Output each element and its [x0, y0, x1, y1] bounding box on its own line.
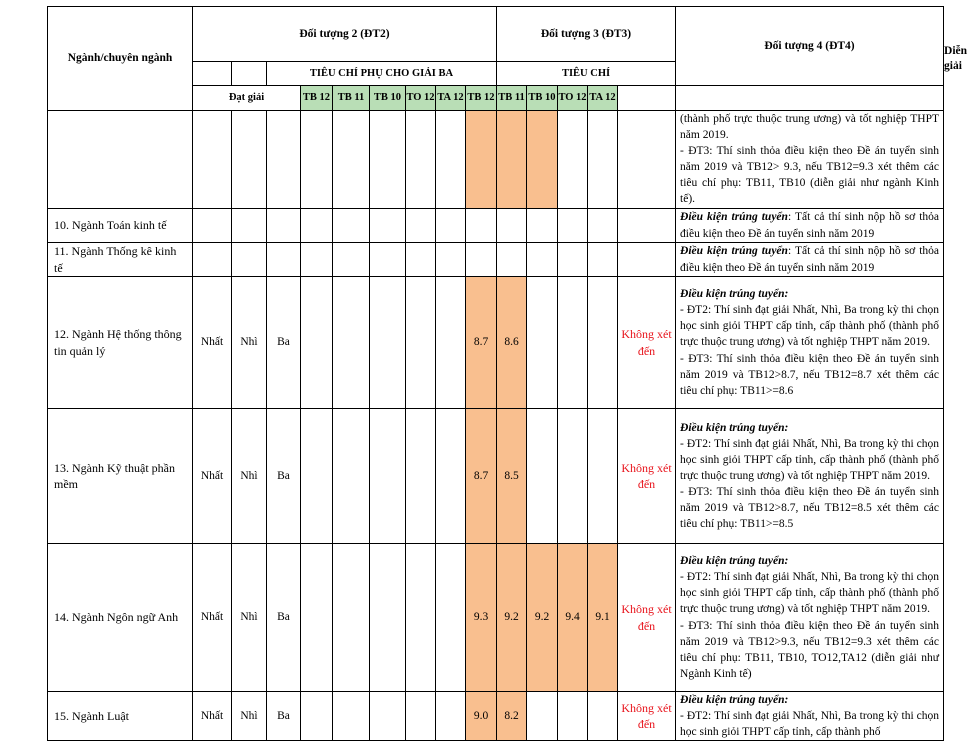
header-dt3-crit-ta12: TA 12 — [588, 86, 618, 111]
dt2-criteria-cell — [333, 544, 370, 692]
dt3-score-cell: 8.5 — [497, 409, 527, 544]
dt3-score-cell — [466, 209, 497, 243]
major-name: 10. Ngành Toán kinh tế — [48, 209, 193, 243]
dt2-criteria-cell — [301, 277, 333, 409]
dt2-criteria-cell — [406, 544, 436, 692]
description-cell — [676, 277, 944, 409]
header-blank — [193, 62, 232, 86]
award-cell: Ba — [267, 544, 301, 692]
header-crit-to12: TO 12 — [406, 86, 436, 111]
dt3-score-cell — [588, 209, 618, 243]
dt3-score-cell — [527, 692, 558, 741]
description-line: : Tất cả thí sinh nộp hồ sơ thỏa điều kiện theo Đề án tuyển sinh năm 2019 — [680, 211, 940, 240]
table-row — [48, 544, 944, 692]
description-title: Điều kiện trúng tuyển: — [680, 421, 789, 434]
description-line: - ĐT3: Thí sinh thỏa điều kiện theo Đề án tuyển sinh năm 2019 và TB12>8.7, nếu TB12=8.5 xét thêm các tiêu chí phụ: TB11>=8.5 — [680, 486, 940, 531]
dt2-criteria-cell — [301, 544, 333, 692]
dt2-criteria-cell — [333, 692, 370, 741]
description-title: Điều kiện trúng tuyển: — [680, 555, 789, 568]
major-name: 13. Ngành Kỹ thuật phần mềm — [48, 409, 193, 544]
description-cell — [676, 243, 944, 277]
dt2-criteria-cell — [436, 111, 466, 209]
dt3-score-cell: 8.6 — [497, 277, 527, 409]
dt3-score-cell — [466, 243, 497, 277]
dt4-cell: Không xét đến — [618, 409, 676, 544]
description-line: - ĐT2: Thí sinh đạt giải Nhất, Nhì, Ba trong kỳ thi chọn học sinh giỏi THPT cấp tỉnh, cấp thành phố — [680, 710, 940, 739]
header-dt3-crit-tb10: TB 10 — [527, 86, 558, 111]
award-cell — [193, 111, 232, 209]
header-dt3-crit-tb11: TB 11 — [497, 86, 527, 111]
header-dt3: Đối tượng 3 (ĐT3) — [497, 7, 676, 62]
award-cell: Nhì — [232, 692, 267, 741]
dt3-score-cell — [588, 692, 618, 741]
description-cell — [676, 544, 944, 692]
header-major: Ngành/chuyên ngành — [48, 7, 193, 111]
dt2-criteria-cell — [406, 111, 436, 209]
header-dt4: Đối tượng 4 (ĐT4) — [676, 7, 944, 86]
dt2-criteria-cell — [436, 409, 466, 544]
dt4-cell: Không xét đến — [618, 544, 676, 692]
major-name — [48, 111, 193, 209]
dt2-criteria-cell — [370, 277, 406, 409]
dt2-criteria-cell — [301, 209, 333, 243]
dt3-score-cell — [588, 277, 618, 409]
award-cell — [232, 243, 267, 277]
dt2-criteria-cell — [370, 209, 406, 243]
dt2-criteria-cell — [333, 111, 370, 209]
award-cell — [232, 209, 267, 243]
header-dt2: Đối tượng 2 (ĐT2) — [193, 7, 497, 62]
award-cell — [267, 209, 301, 243]
dt3-score-cell — [558, 692, 588, 741]
table-row — [48, 277, 944, 409]
award-cell — [232, 111, 267, 209]
dt3-score-cell: 9.3 — [466, 544, 497, 692]
dt3-score-cell — [558, 409, 588, 544]
header-crit-ta12: TA 12 — [436, 86, 466, 111]
dt3-score-cell — [588, 111, 618, 209]
description-line: - ĐT3: Thí sinh thỏa điều kiện theo Đề án tuyển sinh năm 2019 và TB12>9.3, nếu TB12=9.3 xét thêm các tiêu chí phụ: TB11, TB10, TO12,TA12 (diễn giải như Ngành Kinh tế) — [680, 619, 940, 680]
dt3-score-cell: 9.0 — [466, 692, 497, 741]
dt2-criteria-cell — [333, 277, 370, 409]
dt3-score-cell: 9.1 — [588, 544, 618, 692]
dt2-criteria-cell — [301, 243, 333, 277]
dt4-cell — [618, 111, 676, 209]
dt2-criteria-cell — [406, 277, 436, 409]
header-crit-tb12: TB 12 — [301, 86, 333, 111]
dt4-cell: Không xét đến — [618, 692, 676, 741]
dt3-score-cell — [497, 111, 527, 209]
description-line: (thành phố trực thuộc trung ương) và tốt nghiệp THPT năm 2019. — [680, 113, 940, 142]
description-cell — [676, 111, 944, 209]
dt3-score-cell: 8.7 — [466, 277, 497, 409]
dt3-score-cell — [558, 111, 588, 209]
header-dt3-sub: TIÊU CHÍ — [497, 62, 676, 86]
description-line: - ĐT2: Thí sinh đạt giải Nhất, Nhì, Ba trong kỳ thi chọn học sinh giỏi THPT cấp tỉnh, cấp thành phố (thành phố trực thuộc trung ương) và tốt nghiệp THPT năm 2019. — [680, 304, 940, 349]
dt3-score-cell: 9.2 — [497, 544, 527, 692]
table-row — [48, 243, 944, 277]
dt3-score-cell — [558, 243, 588, 277]
award-cell: Nhất — [193, 277, 232, 409]
award-cell — [193, 209, 232, 243]
table-row — [48, 209, 944, 243]
dt2-criteria-cell — [436, 692, 466, 741]
description-title: Điều kiện trúng tuyển: — [680, 694, 789, 706]
award-cell — [193, 243, 232, 277]
major-name: 15. Ngành Luật — [48, 692, 193, 741]
header-dt2-sub: TIÊU CHÍ PHỤ CHO GIẢI BA — [267, 62, 497, 86]
award-cell: Nhất — [193, 544, 232, 692]
dt3-score-cell — [527, 243, 558, 277]
dt4-cell: Không xét đến — [618, 277, 676, 409]
dt4-cell — [618, 243, 676, 277]
dt2-criteria-cell — [301, 409, 333, 544]
description-line: - ĐT3: Thí sinh thỏa điều kiện theo Đề án tuyển sinh năm 2019 và TB12>8.7, nếu TB12=8.7 xét thêm các tiêu chí phụ: TB11>=8.6 — [680, 352, 940, 397]
description-cell — [676, 409, 944, 544]
table-row — [48, 692, 944, 741]
description-cell — [676, 692, 944, 741]
description-line: - ĐT2: Thí sinh đạt giải Nhất, Nhì, Ba trong kỳ thi chọn học sinh giỏi THPT cấp tỉnh, cấp thành phố (thành phố trực thuộc trung ương) và tốt nghiệp THPT năm 2019. — [680, 437, 940, 482]
dt3-score-cell: 9.4 — [558, 544, 588, 692]
header-blank — [232, 62, 267, 86]
dt3-score-cell — [497, 243, 527, 277]
description-line: - ĐT3: Thí sinh thỏa điều kiện theo Đề án tuyển sinh năm 2019 và TB12> 9.3, nếu TB12=9.3 xét thêm các tiêu chí phụ: TB11, TB10 (diễn giải như ngành Kinh tế). — [680, 145, 940, 206]
header-blank — [618, 86, 676, 111]
dt2-criteria-cell — [436, 277, 466, 409]
award-cell: Nhì — [232, 409, 267, 544]
dt3-score-cell — [558, 277, 588, 409]
description-title: Điều kiện trúng tuyển — [680, 211, 788, 224]
description-title: Điều kiện trúng tuyển: — [680, 288, 789, 301]
dt3-score-cell — [558, 209, 588, 243]
dt3-score-cell — [527, 111, 558, 209]
header-dt3-crit-tb12: TB 12 — [466, 86, 497, 111]
dt2-criteria-cell — [333, 409, 370, 544]
admission-table: Ngành/chuyên ngành Đối tượng 2 (ĐT2) Đối tượng 3 (ĐT3) Đối tượng 4 (ĐT4) Diễn giải TIÊU CHÍ PHỤ CHO GIẢI BA TIÊU CHÍ Đạt giải TB 12 TB 11 TB 10 TO 12 TA 12 TB 12 TB 11 TB 10 TO 12 TA 12 (thành phố trực thuộc trung ương) và tốt nghiệp THPT năm 2019. - ĐT3: Thí sinh thỏa điều kiện theo Đề án tuyển sinh năm 2019 và TB12> 9.3, nếu TB12=9.3 xét thêm các tiêu chí phụ: TB11, TB10 (diễn giải như ngành Kinh tế). 10. Ngành Toán kinh tế Điều kiện trúng tuyển: Tất cả thí sinh nộp hồ sơ thỏa điều kiện theo Đề án tuyển sinh năm 2019 11. Ngành Thống kê kinh tế Điều kiện trúng tuyển: Tất cả thí sinh nộp hồ sơ thỏa điều kiện theo Đề án tuyển sinh năm 2019 12. Ngành Hệ thống thông tin quản lý Nhất Nhì Ba 8.7 8.6 Không xét đến Điều kiện trúng tuyển: - ĐT2: Thí sinh đạt giải Nhất, Nhì, Ba trong kỳ thi chọn học sinh giỏi THPT cấp tỉnh, cấp thành phố (thành phố trực thuộc trung ương) và tốt nghiệp THPT năm 2019. - ĐT3: Thí sinh thỏa điều kiện theo Đề án tuyển sinh năm 2019 và TB12>8.7, nếu TB12=8.7 xét thêm các tiêu chí phụ: TB11>=8.6 13. Ngành Kỹ thuật phần mềm Nhất Nhì Ba 8.7 8.5 Không xét đến Điều kiện trúng tuyển: - ĐT2: Thí sinh đạt giải Nhất, Nhì, Ba trong kỳ thi chọn học sinh giỏi THPT cấp tỉnh, cấp thành phố (thành phố trực thuộc trung ương) và tốt nghiệp THPT năm 2019. - ĐT3: Thí sinh thỏa điều kiện theo Đề án tuyển sinh năm 2019 và TB12>8.7, nếu TB12=8.5 xét thêm các tiêu chí phụ: TB11>=8.5 14. Ngành Ngôn ngữ Anh Nhất Nhì Ba 9.3 9.2 9.2 9.4 9.1 Không xét đến Điều kiện trúng tuyển: - ĐT2: Thí sinh đạt giải Nhất, Nhì, Ba trong kỳ thi chọn học sinh giỏi THPT cấp tỉnh, cấp thành phố (thành phố trực thuộc trung ương) và tốt nghiệp THPT năm 2019. - ĐT3: Thí sinh thỏa điều kiện theo Đề án tuyển sinh năm 2019 và TB12>9.3, nếu TB12=9.3 xét thêm các tiêu chí phụ: TB11, TB10, TO12,TA12 (diễn giải như Ngành Kinh tế) 15. Ngành Luật Nhất Nhì Ba 9.0 8.2 Không xét đến Điều kiện trúng tuyển: - ĐT2: Thí sinh đạt giải Nhất, Nhì, Ba trong kỳ thi chọn học sinh giỏi THPT cấp tỉnh, cấp thành phố — [47, 6, 944, 741]
award-cell: Nhì — [232, 277, 267, 409]
major-name: 11. Ngành Thống kê kinh tế — [48, 243, 193, 277]
header-crit-tb10: TB 10 — [370, 86, 406, 111]
dt2-criteria-cell — [406, 243, 436, 277]
award-cell — [267, 243, 301, 277]
dt2-criteria-cell — [436, 243, 466, 277]
dt2-criteria-cell — [370, 111, 406, 209]
dt3-score-cell — [527, 277, 558, 409]
header-dt3-crit-to12: TO 12 — [558, 86, 588, 111]
description-line: : Tất cả thí sinh nộp hồ sơ thỏa điều kiện theo Đề án tuyển sinh năm 2019 — [680, 245, 940, 274]
award-cell: Nhất — [193, 692, 232, 741]
dt2-criteria-cell — [370, 692, 406, 741]
header-award: Đạt giải — [193, 86, 301, 111]
award-cell: Nhất — [193, 409, 232, 544]
description-line: - ĐT2: Thí sinh đạt giải Nhất, Nhì, Ba trong kỳ thi chọn học sinh giỏi THPT cấp tỉnh, cấp thành phố (thành phố trực thuộc trung ương) và tốt nghiệp THPT năm 2019. — [680, 571, 940, 616]
dt2-criteria-cell — [406, 209, 436, 243]
dt3-score-cell: 9.2 — [527, 544, 558, 692]
award-cell: Ba — [267, 277, 301, 409]
major-name: 14. Ngành Ngôn ngữ Anh — [48, 544, 193, 692]
dt2-criteria-cell — [301, 692, 333, 741]
dt2-criteria-cell — [370, 409, 406, 544]
table-row — [48, 111, 944, 209]
dt2-criteria-cell — [370, 544, 406, 692]
dt3-score-cell — [497, 209, 527, 243]
dt3-score-cell — [527, 409, 558, 544]
dt3-score-cell — [527, 209, 558, 243]
dt2-criteria-cell — [436, 209, 466, 243]
header-crit-tb11: TB 11 — [333, 86, 370, 111]
dt2-criteria-cell — [301, 111, 333, 209]
dt3-score-cell: 8.2 — [497, 692, 527, 741]
dt2-criteria-cell — [333, 243, 370, 277]
description-title: Điều kiện trúng tuyển — [680, 245, 788, 258]
dt3-score-cell — [466, 111, 497, 209]
dt2-criteria-cell — [406, 409, 436, 544]
table-row — [48, 409, 944, 544]
dt2-criteria-cell — [436, 544, 466, 692]
dt3-score-cell — [588, 409, 618, 544]
award-cell — [267, 111, 301, 209]
dt3-score-cell — [588, 243, 618, 277]
dt3-score-cell: 8.7 — [466, 409, 497, 544]
dt4-cell — [618, 209, 676, 243]
major-name: 12. Ngành Hệ thống thông tin quản lý — [48, 277, 193, 409]
dt2-criteria-cell — [370, 243, 406, 277]
award-cell: Ba — [267, 692, 301, 741]
award-cell: Ba — [267, 409, 301, 544]
description-cell — [676, 209, 944, 243]
award-cell: Nhì — [232, 544, 267, 692]
dt2-criteria-cell — [333, 209, 370, 243]
dt2-criteria-cell — [406, 692, 436, 741]
